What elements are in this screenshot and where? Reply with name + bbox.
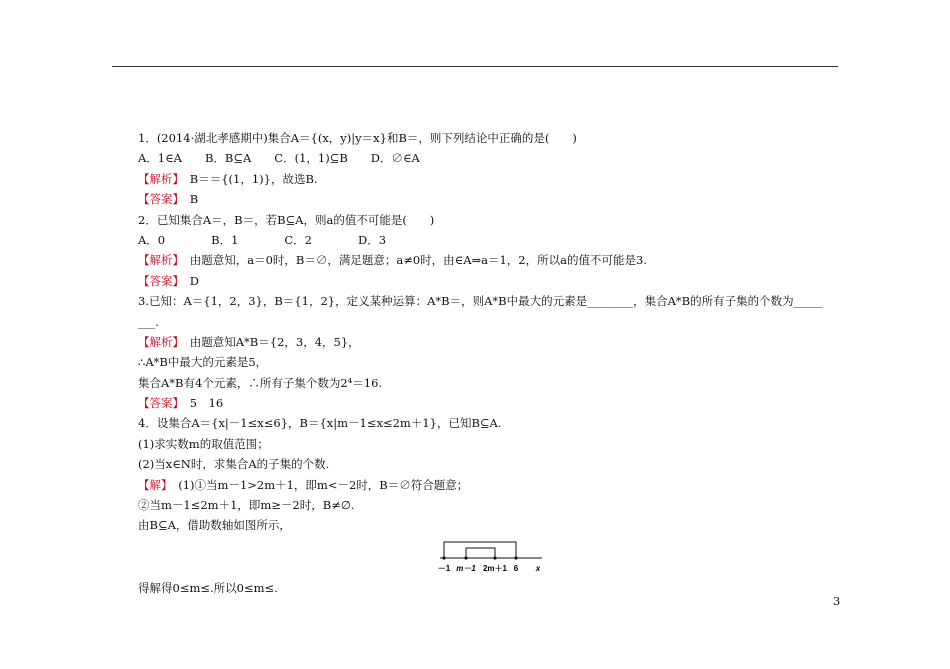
tick-label-b-left: m－1 [456, 563, 476, 573]
q3-analysis-3: 集合A*B有4个元素，∴所有子集个数为2⁴＝16. [138, 375, 383, 390]
q3-analysis-2: ∴A*B中最大的元素是5， [138, 355, 268, 370]
answer-text: 5 16 [178, 396, 224, 411]
axis-label-x: x [535, 563, 541, 573]
analysis-tag: 【解析】 [138, 334, 179, 349]
answer-tag: 【答案】 [138, 273, 179, 288]
q2-answer [138, 271, 838, 291]
q1-stem: 1．(2014·湖北孝感期中)集合A＝{(x，y)|y＝x}和B＝，则下列结论中正确的是( ) [138, 131, 577, 145]
q2-stem: 2．已知集合A＝，B＝，若B⊆A，则a的值不可能是( ) [138, 212, 435, 227]
analysis-text: 由题意知，a＝0时，B＝∅，满足题意；a≠0时，由∈A⇒a＝1，2，所以a的值不可能是3. [178, 253, 647, 268]
q3-analysis [138, 332, 838, 352]
number-line-figure [437, 536, 550, 578]
q2-analysis [138, 250, 838, 270]
q4-stem: 4．设集合A＝{x|－1≤x≤6}，B＝{x|m－1≤x≤2m＋1}，已知B⊆A. [138, 416, 502, 431]
q1-options: A．1∈A B．B⊆A C．(1，1)⊆B D．∅∈A [138, 151, 420, 166]
solution-text: (1)①当m－1>2m＋1，即m<－2时，B＝∅符合题意； [166, 477, 469, 492]
q4-part1: (1)求实数m的取值范围； [138, 436, 269, 451]
tick-label-a-left: －1 [437, 563, 451, 573]
point-a-left [442, 556, 445, 559]
q2-options: A．0 B．1 C．2 D．3 [138, 232, 387, 247]
page-number: 3 [833, 594, 841, 608]
set-a-bracket [444, 542, 516, 558]
q1-answer [138, 189, 838, 209]
point-b-right [493, 556, 496, 559]
header-rule [112, 66, 838, 67]
answer-text: D [178, 273, 199, 288]
q4-solution-3: 由B⊆A，借助数轴如图所示， [138, 518, 291, 533]
q4-conclusion: 得解得0≤m≤.所以0≤m≤. [138, 580, 278, 595]
analysis-text: 由题意知A*B＝{2，3，4，5}， [178, 334, 360, 349]
analysis-tag: 【解析】 [138, 253, 179, 268]
q4-part2: (2)当x∈N时，求集合A的子集的个数. [138, 457, 330, 472]
number-line-svg [437, 536, 550, 578]
q3-stem: 3.已知：A＝{1，2，3}，B＝{1，2}，定义某种运算：A*B＝，则A*B中最大的元素是________，集合A*B的所有子集的个数为_____ [138, 294, 823, 309]
answer-tag: 【答案】 [138, 192, 179, 207]
point-b-left [464, 556, 467, 559]
solution-tag: 【解】 [138, 477, 167, 492]
answer-text: B [178, 192, 199, 207]
q4-solution [138, 475, 838, 495]
q3-answer [138, 393, 838, 413]
q4-solution-2: ②当m－1≤2m＋1，即m≥－2时，B≠∅. [138, 498, 355, 513]
tick-label-b-right: 2m＋1 [482, 563, 508, 573]
set-b-bracket [466, 548, 495, 558]
analysis-text: B＝＝{(1，1)}，故选B. [178, 171, 318, 186]
q1-analysis [138, 169, 838, 189]
answer-tag: 【答案】 [138, 396, 179, 411]
q3-stem-cont: ___. [138, 314, 159, 329]
tick-label-a-right: 6 [513, 563, 519, 573]
analysis-tag: 【解析】 [138, 171, 179, 186]
document-body [138, 128, 838, 598]
point-a-right [514, 556, 517, 559]
